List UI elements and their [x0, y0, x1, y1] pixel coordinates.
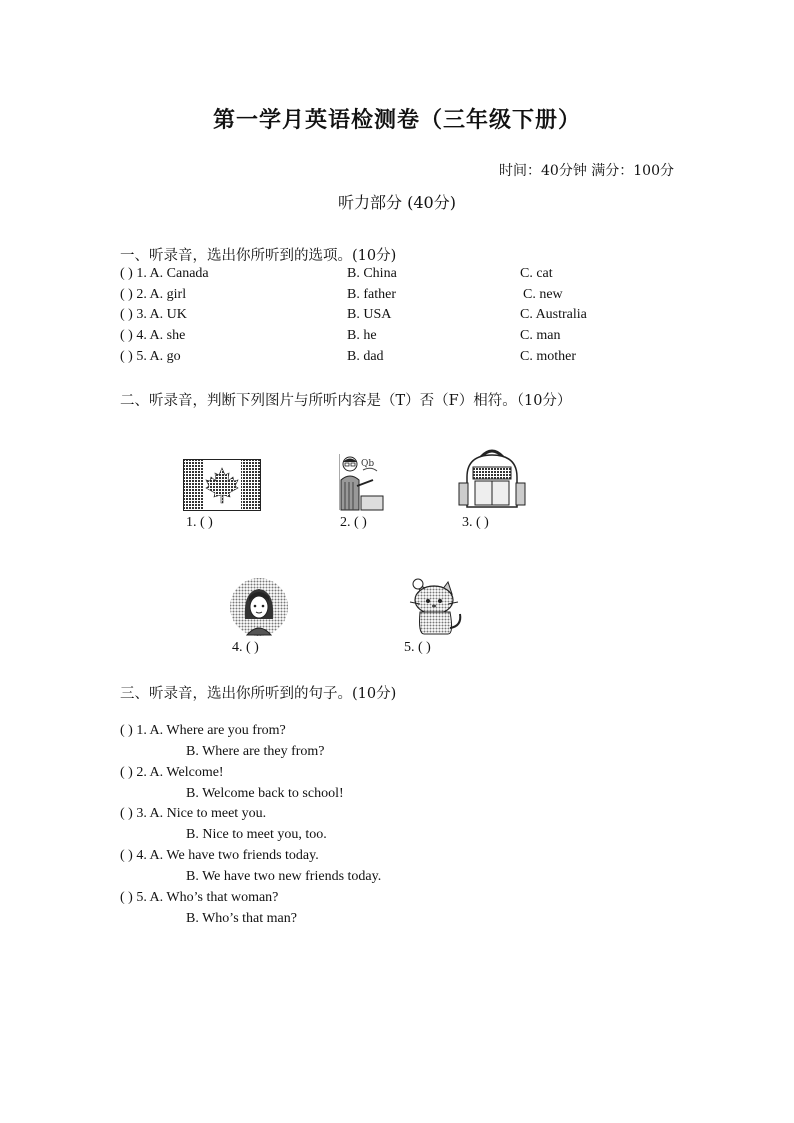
picture3-caption: 3. ( ) — [462, 515, 489, 530]
girl-image — [229, 577, 289, 637]
listening-section-title: 听力部分 (40分) — [338, 193, 456, 212]
section1-item-2-c: C. new — [523, 287, 563, 302]
picture4-caption: 4. ( ) — [232, 640, 259, 655]
section3-item-5-a: ( ) 5. A. Who’s that woman? — [120, 890, 279, 905]
kitten-image — [408, 576, 466, 638]
section1-item-5-a: ( ) 5. A. go — [120, 349, 181, 364]
section1-item-1-a: ( ) 1. A. Canada — [120, 266, 209, 281]
section3-item-1-a: ( ) 1. A. Where are you from? — [120, 723, 286, 738]
section1-item-3-b: B. USA — [347, 307, 392, 322]
backpack-image — [455, 447, 529, 511]
picture2-caption: 2. ( ) — [340, 515, 367, 530]
page-title: 第一学月英语检测卷（三年级下册） — [212, 108, 581, 133]
section3-item-1-b: B. Where are they from? — [186, 744, 325, 759]
section1-item-3-a: ( ) 3. A. UK — [120, 307, 187, 322]
section1-item-5-b: B. dad — [347, 349, 384, 364]
section1-item-2-b: B. father — [347, 287, 396, 302]
section3-item-2-a: ( ) 2. A. Welcome! — [120, 765, 224, 780]
section3-heading: 三、听录音，选出你所听到的句子。(10分) — [120, 686, 397, 702]
section2-heading: 二、听录音，判断下列图片与所听内容是（T）否（F）相符。（10分） — [120, 393, 572, 409]
exam-meta: 时间：40分钟 满分：100分 — [499, 163, 674, 179]
canada-flag-image — [183, 459, 261, 511]
teacher-image — [335, 452, 385, 512]
picture5-caption: 5. ( ) — [404, 640, 431, 655]
section1-heading: 一、听录音，选出你所听到的选项。(10分) — [120, 248, 397, 264]
section1-item-4-c: C. man — [520, 328, 561, 343]
section3-item-4-b: B. We have two new friends today. — [186, 869, 382, 884]
section3-item-4-a: ( ) 4. A. We have two friends today. — [120, 848, 319, 863]
section3-item-3-b: B. Nice to meet you, too. — [186, 827, 327, 842]
section1-item-5-c: C. mother — [520, 349, 576, 364]
section1-item-3-c: C. Australia — [520, 307, 587, 322]
section3-item-5-b: B. Who’s that man? — [186, 911, 297, 926]
section3-item-2-b: B. Welcome back to school! — [186, 786, 344, 801]
section3-item-3-a: ( ) 3. A. Nice to meet you. — [120, 806, 267, 821]
section1-item-4-b: B. he — [347, 328, 377, 343]
section1-item-4-a: ( ) 4. A. she — [120, 328, 186, 343]
picture1-caption: 1. ( ) — [186, 515, 213, 530]
section1-item-1-b: B. China — [347, 266, 397, 281]
section1-item-2-a: ( ) 2. A. girl — [120, 287, 187, 302]
svg-text:Qb: Qb — [361, 459, 375, 469]
section1-item-1-c: C. cat — [520, 266, 553, 281]
